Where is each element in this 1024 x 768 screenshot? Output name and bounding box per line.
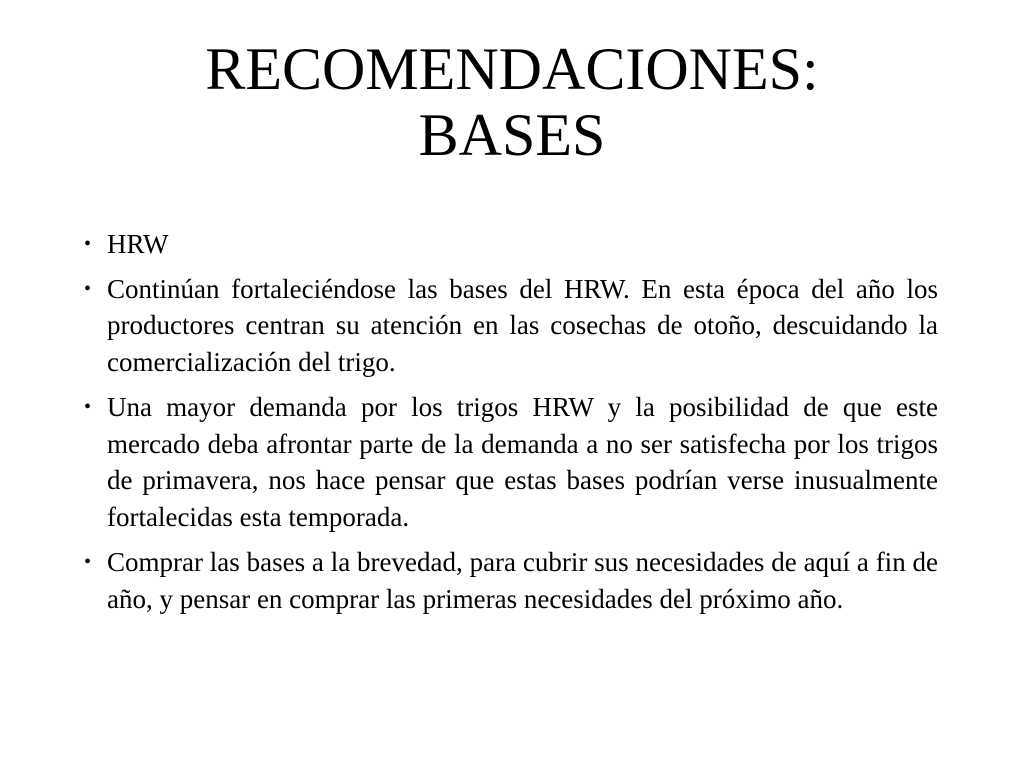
bullet-item-fortalecimiento [84,271,938,381]
bullet-icon: • [84,551,92,573]
slide-title [60,36,964,168]
bullet-text: Continúan fortaleciéndose las bases del HRW. En esta época del año los productores centran su atención en las cosechas de otoño, descuidando la comercialización del trigo. [107,273,938,377]
title-line-2: BASES [418,102,606,168]
bullet-text: Comprar las bases a la brevedad, para cubrir sus necesidades de aquí a fin de año, y pensar en comprar las primeras necesidades del próximo año. [107,547,938,614]
bullet-icon: • [84,277,92,300]
bullet-list [84,226,938,626]
bullet-icon: • [84,233,92,255]
bullet-icon: • [84,396,92,418]
bullet-item-hrw [84,226,938,263]
bullet-text: HRW [107,229,169,259]
bullet-text: Una mayor demanda por los trigos HRW y la posibilidad de que este mercado deba afrontar parte de la demanda a no ser satisfecha por los trigos de primavera, nos hace pensar que estas bases podrían verse inusualmente fortalecidas esta temporada. [107,392,938,532]
title-line-1: RECOMENDACIONES: [205,36,819,102]
bullet-item-comprar [84,544,938,617]
bullet-item-demanda [84,389,938,535]
